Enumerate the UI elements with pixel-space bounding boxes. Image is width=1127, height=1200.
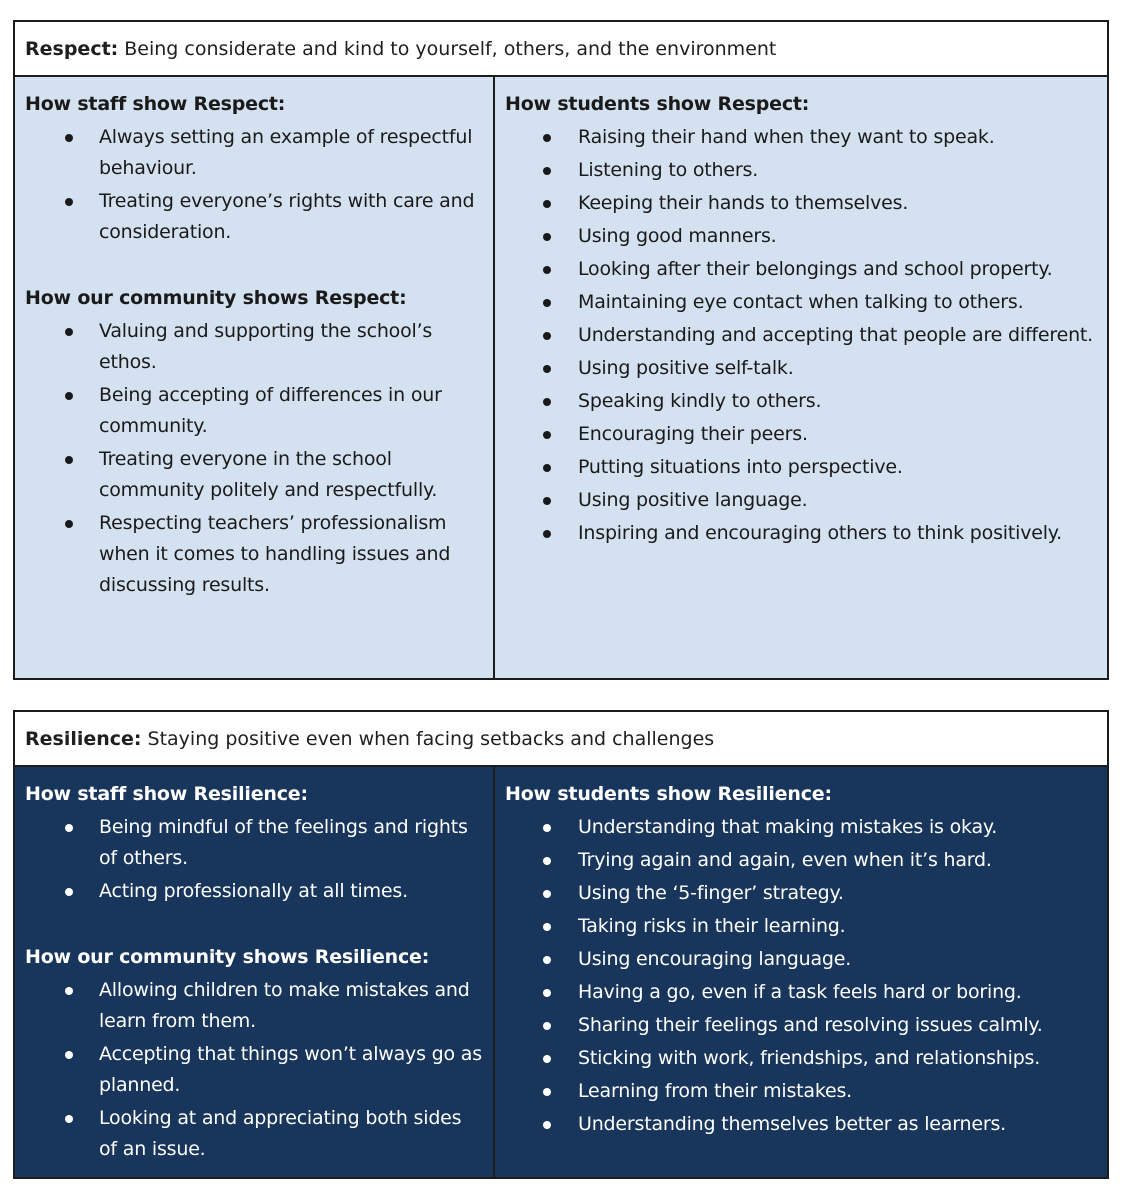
list-item <box>25 316 483 378</box>
list-item <box>25 186 483 248</box>
bullet-icon <box>65 392 73 400</box>
list-item-text: Valuing and supporting the school’s ethos. <box>99 320 433 373</box>
list-item-text: Encouraging their peers. <box>578 423 808 445</box>
resilience-students-cell <box>495 767 1107 1177</box>
respect-header-bold: Respect: <box>25 37 119 60</box>
list-item-text: Using good manners. <box>578 225 777 247</box>
resilience-community-title: How our community shows Resilience: <box>25 946 430 968</box>
list-item <box>25 508 483 601</box>
bullet-icon <box>65 1115 73 1123</box>
bullet-icon <box>543 167 551 175</box>
respect-community-title: How our community shows Respect: <box>25 287 407 309</box>
list-item <box>25 380 483 442</box>
respect-community-list <box>25 316 483 601</box>
bullet-icon <box>543 1055 551 1063</box>
list-item <box>505 1109 1097 1140</box>
respect-header-text: Being considerate and kind to yourself, others, and the environment <box>124 37 777 60</box>
respect-table <box>13 20 1109 680</box>
resilience-table <box>13 710 1109 1179</box>
list-item <box>505 386 1097 417</box>
list-item-text: Using positive self-talk. <box>578 357 794 379</box>
list-item-text: Using positive language. <box>578 489 808 511</box>
list-item <box>505 287 1097 318</box>
bullet-icon <box>543 956 551 964</box>
list-item-text: Allowing children to make mistakes and learn from them. <box>99 979 470 1032</box>
bullet-icon <box>543 989 551 997</box>
respect-students-list <box>505 122 1097 549</box>
list-item-text: Trying again and again, even when it’s hard. <box>578 849 992 871</box>
bullet-icon <box>65 456 73 464</box>
list-item <box>505 878 1097 909</box>
bullet-icon <box>65 520 73 528</box>
resilience-header <box>15 712 1107 767</box>
bullet-icon <box>543 923 551 931</box>
respect-staff-list <box>25 122 483 248</box>
list-item <box>505 188 1097 219</box>
respect-staff-title: How staff show Respect: <box>25 93 286 115</box>
list-item <box>505 320 1097 351</box>
list-item-text: Inspiring and encouraging others to think positively. <box>578 522 1062 544</box>
bullet-icon <box>65 1051 73 1059</box>
list-item-text: Using the ‘5-finger’ strategy. <box>578 882 844 904</box>
bullet-icon <box>543 1121 551 1129</box>
bullet-icon <box>543 266 551 274</box>
list-item-text: Being accepting of differences in our community. <box>99 384 442 437</box>
list-item-text: Putting situations into perspective. <box>578 456 903 478</box>
respect-staff-community-cell <box>15 77 495 678</box>
bullet-icon <box>543 464 551 472</box>
bullet-icon <box>65 824 73 832</box>
bullet-icon <box>543 398 551 406</box>
list-item <box>25 1039 483 1101</box>
resilience-students-title: How students show Resilience: <box>505 783 832 805</box>
list-item-text: Accepting that things won’t always go as planned. <box>99 1043 482 1096</box>
bullet-icon <box>65 134 73 142</box>
list-item <box>505 155 1097 186</box>
bullet-icon <box>543 200 551 208</box>
list-item-text: Sticking with work, friendships, and relationships. <box>578 1047 1041 1069</box>
list-item-text: Treating everyone’s rights with care and consideration. <box>99 190 475 243</box>
list-item <box>505 845 1097 876</box>
list-item-text: Treating everyone in the school community politely and respectfully. <box>99 448 438 501</box>
list-item-text: Looking at and appreciating both sides of an issue. <box>99 1107 462 1160</box>
bullet-icon <box>543 530 551 538</box>
list-item <box>25 122 483 184</box>
list-item <box>25 975 483 1037</box>
list-item <box>25 876 483 907</box>
bullet-icon <box>543 233 551 241</box>
bullet-icon <box>65 888 73 896</box>
list-item <box>505 518 1097 549</box>
list-item <box>25 444 483 506</box>
list-item-text: Understanding and accepting that people are different. <box>578 324 1094 346</box>
list-item-text: Speaking kindly to others. <box>578 390 822 412</box>
resilience-staff-list <box>25 812 483 907</box>
bullet-icon <box>543 134 551 142</box>
list-item-text: Using encouraging language. <box>578 948 852 970</box>
list-item <box>505 944 1097 975</box>
list-item <box>505 485 1097 516</box>
list-item <box>505 221 1097 252</box>
list-item-text: Always setting an example of respectful behaviour. <box>99 126 473 179</box>
resilience-community-list <box>25 975 483 1165</box>
list-item <box>505 254 1097 285</box>
list-item-text: Raising their hand when they want to speak. <box>578 126 995 148</box>
resilience-header-text: Staying positive even when facing setbacks and challenges <box>147 727 715 750</box>
list-item <box>505 911 1097 942</box>
list-item-text: Taking risks in their learning. <box>578 915 846 937</box>
bullet-icon <box>543 890 551 898</box>
resilience-header-bold: Resilience: <box>25 727 142 750</box>
bullet-icon <box>543 365 551 373</box>
list-item-text: Sharing their feelings and resolving issues calmly. <box>578 1014 1043 1036</box>
list-item-text: Having a go, even if a task feels hard or boring. <box>578 981 1022 1003</box>
bullet-icon <box>543 1088 551 1096</box>
list-item-text: Respecting teachers’ professionalism when it comes to handling issues and discussing results. <box>99 512 451 596</box>
list-item-text: Keeping their hands to themselves. <box>578 192 909 214</box>
list-item-text: Learning from their mistakes. <box>578 1080 853 1102</box>
list-item <box>25 1103 483 1165</box>
list-item <box>505 977 1097 1008</box>
list-item-text: Listening to others. <box>578 159 759 181</box>
list-item <box>505 1076 1097 1107</box>
respect-header <box>15 22 1107 77</box>
resilience-staff-title: How staff show Resilience: <box>25 783 308 805</box>
list-item <box>505 1010 1097 1041</box>
bullet-icon <box>543 299 551 307</box>
respect-students-cell <box>495 77 1107 678</box>
respect-students-title: How students show Respect: <box>505 93 810 115</box>
list-item-text: Understanding that making mistakes is okay. <box>578 816 998 838</box>
list-item <box>505 353 1097 384</box>
bullet-icon <box>543 824 551 832</box>
bullet-icon <box>65 198 73 206</box>
bullet-icon <box>543 1022 551 1030</box>
list-item-text: Looking after their belongings and school property. <box>578 258 1053 280</box>
list-item-text: Being mindful of the feelings and rights of others. <box>99 816 468 869</box>
list-item <box>505 812 1097 843</box>
list-item <box>505 122 1097 153</box>
bullet-icon <box>543 431 551 439</box>
resilience-staff-community-cell <box>15 767 495 1177</box>
bullet-icon <box>543 497 551 505</box>
list-item-text: Acting professionally at all times. <box>99 880 408 902</box>
bullet-icon <box>65 987 73 995</box>
resilience-students-list <box>505 812 1097 1140</box>
list-item <box>505 419 1097 450</box>
list-item-text: Understanding themselves better as learners. <box>578 1113 1006 1135</box>
bullet-icon <box>543 857 551 865</box>
bullet-icon <box>543 332 551 340</box>
list-item <box>505 1043 1097 1074</box>
list-item <box>25 812 483 874</box>
list-item-text: Maintaining eye contact when talking to others. <box>578 291 1024 313</box>
list-item <box>505 452 1097 483</box>
bullet-icon <box>65 328 73 336</box>
